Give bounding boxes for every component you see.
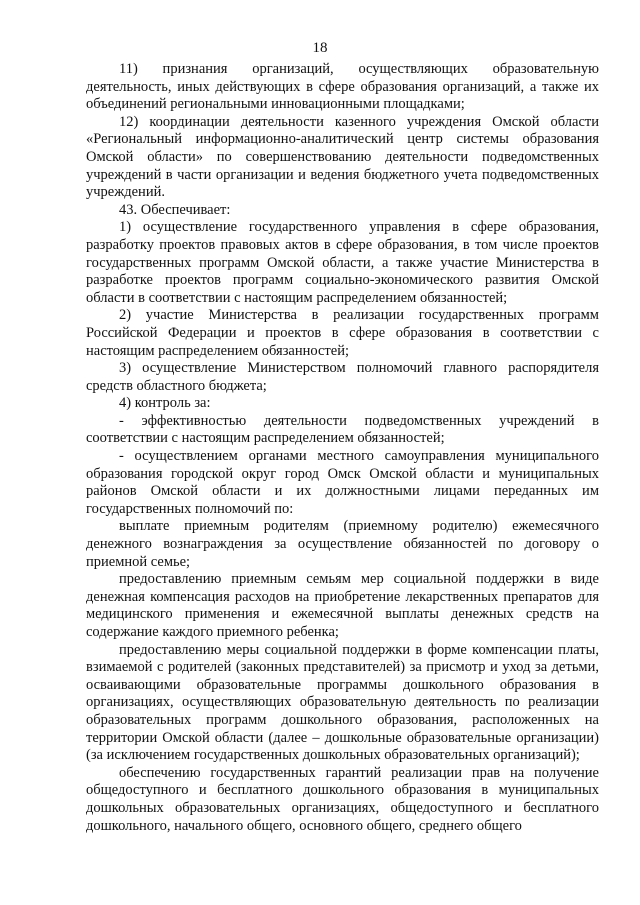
paragraph-section-43-heading: 43. Обеспечивает: [119,201,231,218]
paragraph-item-1: 1) осуществление государственного управления в сфере образования, разработку проектов правовых актов в сфере образования, в том числе проектов государственных программ Омской области, а также участие Министерства в разработке проектов программ социально-экономического развития Омской области в соответствии с настоящим распределением обязанностей; [86,219,599,306]
document-body [86,61,599,835]
paragraph-control-local-authorities: - осуществлением органами местного самоуправления муниципального образования городской округ город Омск Омской области и муниципальных районов Омской области и их должностными лицами переданных им государственных полномочий по: [86,448,599,517]
paragraph-item-4: 4) контроль за: [119,395,211,412]
paragraph-item-11: 11) признания организаций, осуществляющих образовательную деятельность, иных действующих в сфере образования организаций, а также их объединений региональными инновационными площадками; [86,61,599,113]
paragraph-foster-payment: выплате приемным родителям (приемному родителю) ежемесячного денежного вознаграждения за осуществление обязанностей по договору о приемной семье; [86,518,599,570]
paragraph-state-guarantees: обеспечению государственных гарантий реализации прав на получение общедоступного и бесплатного дошкольного образования в муниципальных дошкольных образовательных организациях, общедоступного и бесплатного дошкольного, начального общего, основного общего, среднего общего [86,764,599,834]
paragraph-item-3: 3) осуществление Министерством полномочий главного распорядителя средств областного бюджета; [86,360,599,394]
paragraph-foster-support: предоставлению приемным семьям мер социальной поддержки в виде денежная компенсация расходов на приобретение лекарственных препаратов для медицинского применения и ежемесячной выплаты денежных средств на содержание каждого приемного ребенка; [86,571,599,640]
paragraph-preschool-compensation: предоставлению меры социальной поддержки в форме компенсации платы, взимаемой с родителей (законных представителей) за присмотр и уход за детьми, осваивающими образовательные программы дошкольного образования в организациях, осуществляющих образовательную деятельность по реализации образовательных программ дошкольного образования, расположенных на территории Омской области (далее – дошкольные образовательные организации) (за исключением государственных дошкольных образовательных организаций); [86,641,599,764]
paragraph-control-efficiency: - эффективностью деятельности подведомственных учреждений в соответствии с настоящим распределением обязанностей; [86,412,599,447]
paragraph-item-12: 12) координации деятельности казенного учреждения Омской области «Региональный информационно-аналитический центр системы образования Омской области» по совершенствованию деятельности подведомственных учреждений в части организации и ведения бюджетного учета подведомственных учреждений. [86,113,599,201]
page-number: 18 [312,40,328,56]
paragraph-item-2: 2) участие Министерства в реализации государственных программ Российской Федерации и проектов в сфере образования в соответствии с настоящим распределением обязанностей; [86,307,599,359]
